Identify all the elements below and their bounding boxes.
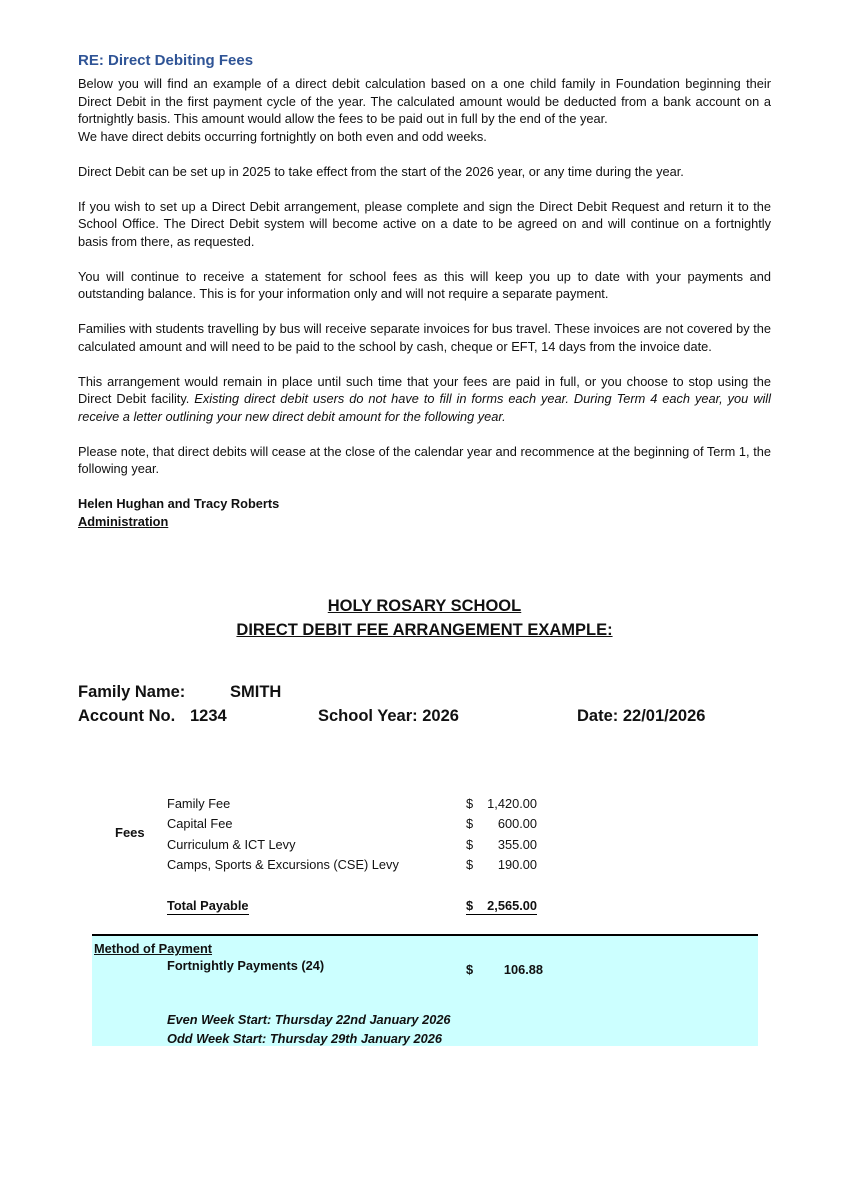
total-payable-label-cell — [167, 896, 466, 916]
currency-symbol: $ — [466, 857, 474, 873]
currency-symbol: $ — [466, 962, 474, 978]
paragraph-arrangement — [78, 373, 771, 426]
paragraph-arrangement-italic: Existing direct debit users do not have to fill in forms each year. During Term 4 each year, you will receive a letter outlining your new direct debit amount for the following year. — [78, 391, 771, 424]
paragraph-even-odd-weeks: We have direct debits occurring fortnightly on both even and odd weeks. — [78, 128, 487, 144]
paragraph-setup-2025: Direct Debit can be set up in 2025 to take effect from the start of the 2026 year, or any time during the year. — [78, 163, 684, 179]
even-week-note: Even Week Start: Thursday 22nd January 2026 — [167, 1012, 451, 1028]
family-name-row — [78, 680, 771, 704]
paragraph-statement: You will continue to receive a statement for school fees as this will keep you up to date with your payments and outstanding balance. This is for your information only and will not require a separate payment. — [78, 268, 771, 301]
example-subtitle: DIRECT DEBIT FEE ARRANGEMENT EXAMPLE: — [236, 621, 613, 639]
method-of-payment-section — [92, 934, 758, 1046]
fortnightly-amount: 106.88 — [503, 962, 543, 978]
currency-symbol: $ — [466, 796, 474, 811]
currency-symbol: $ — [466, 816, 474, 832]
method-of-payment-heading: Method of Payment — [94, 941, 213, 957]
fee-label: Curriculum & ICT Levy — [167, 836, 296, 852]
fee-row — [78, 835, 771, 855]
paragraph-arrangement-regular: This arrangement would remain in place until such time that your fees are paid in full, or you choose to stop using the Direct Debit facility. — [78, 373, 771, 406]
school-title: HOLY ROSARY SCHOOL — [327, 597, 522, 615]
fee-label: Family Fee — [167, 796, 231, 811]
currency-symbol: $ — [466, 836, 474, 852]
family-name-label: Family Name: — [78, 683, 186, 701]
fee-amount: 1,420.00 — [487, 796, 537, 811]
paragraph-request-form: If you wish to set up a Direct Debit arrangement, please complete and sign the Direct Debit Request and return it to the School Office. The Direct Debit system will become active on a date to be agreed on and will continue on a fortnightly basis from there, as requested. — [78, 198, 771, 249]
currency-symbol: $ — [466, 897, 474, 913]
fee-row — [78, 814, 771, 834]
paragraph-bus-invoices: Families with students travelling by bus will receive separate invoices for bus travel. These invoices are not covered by the calculated amount and will need to be paid to the school by cash, cheque or EFT, 14 days from the invoice date. — [78, 321, 771, 354]
school-year: School Year: 2026 — [318, 707, 459, 725]
family-name-value: SMITH — [230, 683, 282, 701]
paragraph-intro: Below you will find an example of a direct debit calculation based on a one child family in Foundation beginning their Direct Debit in the first payment cycle of the year. The calculated amount would be deducted from a bank account on a fortnightly basis. This amount would allow the fees to be paid out in full by the end of the year. — [78, 76, 771, 126]
family-info-block — [78, 680, 771, 728]
fee-label: Camps, Sports & Excursions (CSE) Levy — [167, 857, 399, 873]
signature-role: Administration — [78, 513, 169, 529]
re-heading: RE: Direct Debiting Fees — [78, 52, 254, 69]
date: Date: 22/01/2026 — [577, 707, 706, 725]
account-value: 1234 — [190, 707, 227, 725]
account-label: Account No. — [78, 707, 176, 725]
example-title-block — [78, 594, 771, 642]
fee-row — [78, 855, 771, 875]
fees-table — [78, 794, 771, 916]
fortnightly-amount-cell — [466, 962, 543, 977]
account-row — [78, 704, 771, 728]
fee-amount: 190.00 — [497, 857, 537, 873]
fortnightly-payments-label: Fortnightly Payments (24) — [167, 958, 325, 974]
fee-amount: 355.00 — [497, 836, 537, 852]
paragraph-cease-note: Please note, that direct debits will cease at the close of the calendar year and recommence at the beginning of Term 1, the following year. — [78, 443, 771, 476]
signature-names: Helen Hughan and Tracy Roberts — [78, 496, 280, 511]
fee-row — [78, 794, 771, 814]
total-amount-cell — [466, 897, 537, 915]
fee-amount: 600.00 — [497, 816, 537, 832]
fee-label: Capital Fee — [167, 816, 233, 832]
odd-week-note: Odd Week Start: Thursday 29th January 2026 — [167, 1031, 442, 1047]
total-payable-label: Total Payable — [167, 897, 249, 913]
fees-side-label: Fees — [115, 825, 145, 840]
total-amount: 2,565.00 — [487, 897, 537, 913]
total-payable-row — [78, 896, 771, 916]
